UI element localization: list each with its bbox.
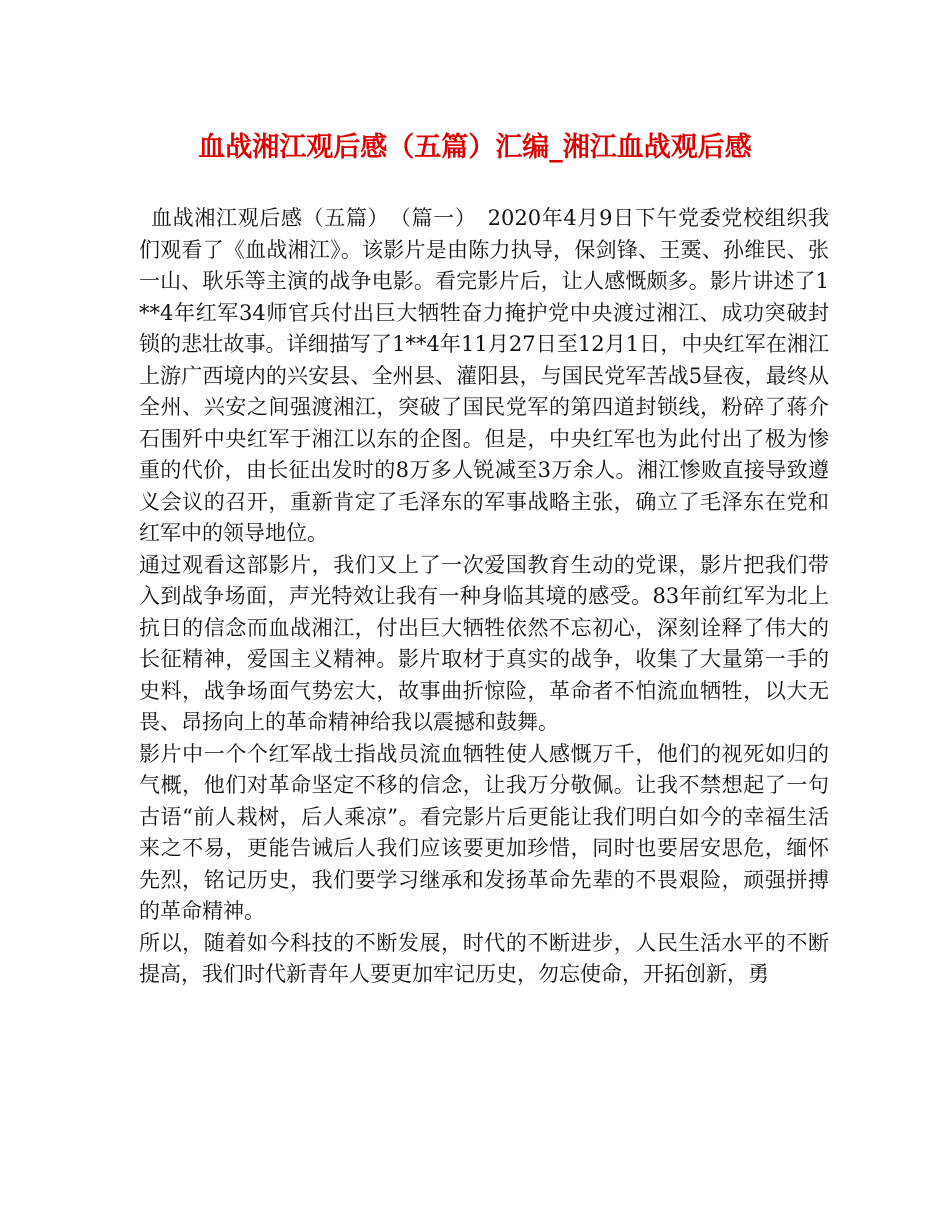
paragraph-4: 所以，随着如今科技的不断发展，时代的不断进步，人民生活水平的不断提高，我们时代新青年人要更加牢记历史，勿忘使命，开拓创新，勇 [139,930,829,986]
document-title: 血战湘江观后感（五篇）汇编_湘江血战观后感 [198,132,752,163]
paragraph-1: 血战湘江观后感（五篇） （篇一） 2020年4月9日下午党委党校组织我们观看了《血战湘江》。该影片是由陈力执导，保剑锋、王霙、孙维民、张一山、耿乐等主演的战争电影。看完影片后，让人感慨颇多。影片讲述了1**4年红军34师官兵付出巨大牺牲奋力掩护党中央渡过湘江、成功突破封锁的悲壮故事。详细描写了1**4年11月27日至12月1日，中央红军在湘江上游广西境内的兴安县、全州县、灌阳县，与国民党军苦战5昼夜，最终从全州、兴安之间强渡湘江，突破了国民党军的第四道封锁线，粉碎了蒋介石围歼中央红军于湘江以东的企图。但是，中央红军也为此付出了极为惨重的代价，由长征出发时的8万多人锐减至3万余人。湘江惨败直接导致遵义会议的召开，重新肯定了毛泽东的军事战略主张，确立了毛泽东在党和红军中的领导地位。 [139,206,829,545]
paragraph-3: 影片中一个个红军战士指战员流血牺牲使人感慨万千，他们的视死如归的气概，他们对革命坚定不移的信念，让我万分敬佩。让我不禁想起了一句古语“前人栽树，后人乘凉”。看完影片后更能让我们明白如今的幸福生活来之不易，更能告诫后人我们应该要更加珍惜，同时也要居安思危，缅怀先烈，铭记历史，我们要学习继承和发扬革命先辈的不畏艰险，顽强拼搏的革命精神。 [139,741,829,923]
document-body [139,203,829,991]
paragraph-2: 通过观看这部影片，我们又上了一次爱国教育生动的党课，影片把我们带入到战争场面，声光特效让我有一种身临其境的感受。83年前红军为北上抗日的信念而血战湘江，付出巨大牺牲依然不忘初心，深刻诠释了伟大的长征精神，爱国主义精神。影片取材于真实的战争，收集了大量第一手的史料，战争场面气势宏大，故事曲折惊险，革命者不怕流血牺牲，以大无畏、昂扬向上的革命精神给我以震撼和鼓舞。 [139,552,829,734]
